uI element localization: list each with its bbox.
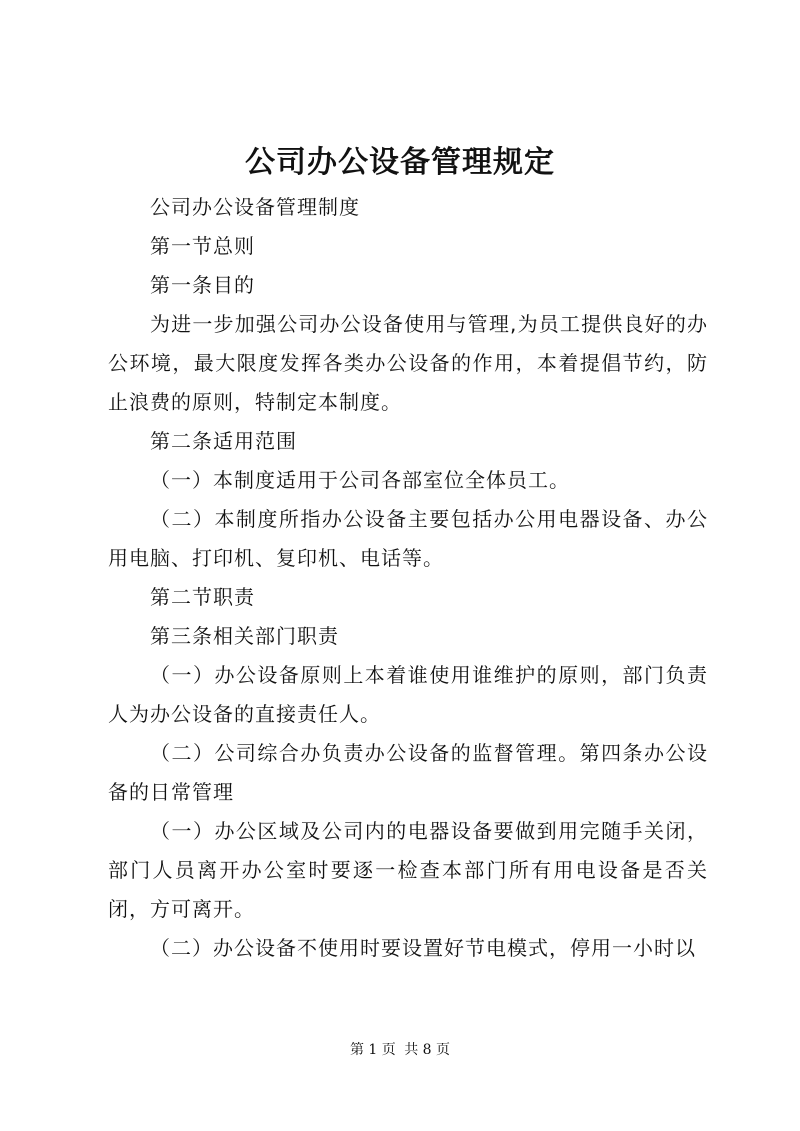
document-body <box>108 188 708 968</box>
paragraph: （二）本制度所指办公设备主要包括办公用电器设备、办公用电脑、打印机、复印机、电话等。 <box>108 507 708 570</box>
page-total: 共 8 页 <box>404 1042 451 1058</box>
paragraph: 第一条目的 <box>150 273 255 297</box>
paragraph: 第三条相关部门职责 <box>150 624 339 648</box>
paragraph: 为进一步加强公司办公设备使用与管理,为员工提供良好的办公环境，最大限度发挥各类办公设备的作用，本着提倡节约，防止浪费的原则，特制定本制度。 <box>108 312 708 414</box>
paragraph: 公司办公设备管理制度 <box>150 195 360 219</box>
paragraph: 第二条适用范围 <box>150 429 297 453</box>
page-number: 第 1 页 <box>349 1042 396 1058</box>
paragraph: （二）公司综合办负责办公设备的监督管理。第四条办公设备的日常管理 <box>108 741 708 804</box>
paragraph: （二）办公设备不使用时要设置好节电模式，停用一小时以 <box>150 936 696 960</box>
paragraph: 第一节总则 <box>150 234 255 258</box>
paragraph: 第二节职责 <box>150 585 255 609</box>
paragraph: （一）本制度适用于公司各部室位全体员工。 <box>150 468 570 492</box>
paragraph: （一）办公设备原则上本着谁使用谁维护的原则，部门负责人为办公设备的直接责任人。 <box>108 663 708 726</box>
document-title: 公司办公设备管理规定 <box>245 145 555 180</box>
page-footer <box>0 1040 800 1060</box>
paragraph: （一）办公区域及公司内的电器设备要做到用完随手关闭，部门人员离开办公室时要逐一检查本部门所有用电设备是否关闭，方可离开。 <box>108 819 708 921</box>
